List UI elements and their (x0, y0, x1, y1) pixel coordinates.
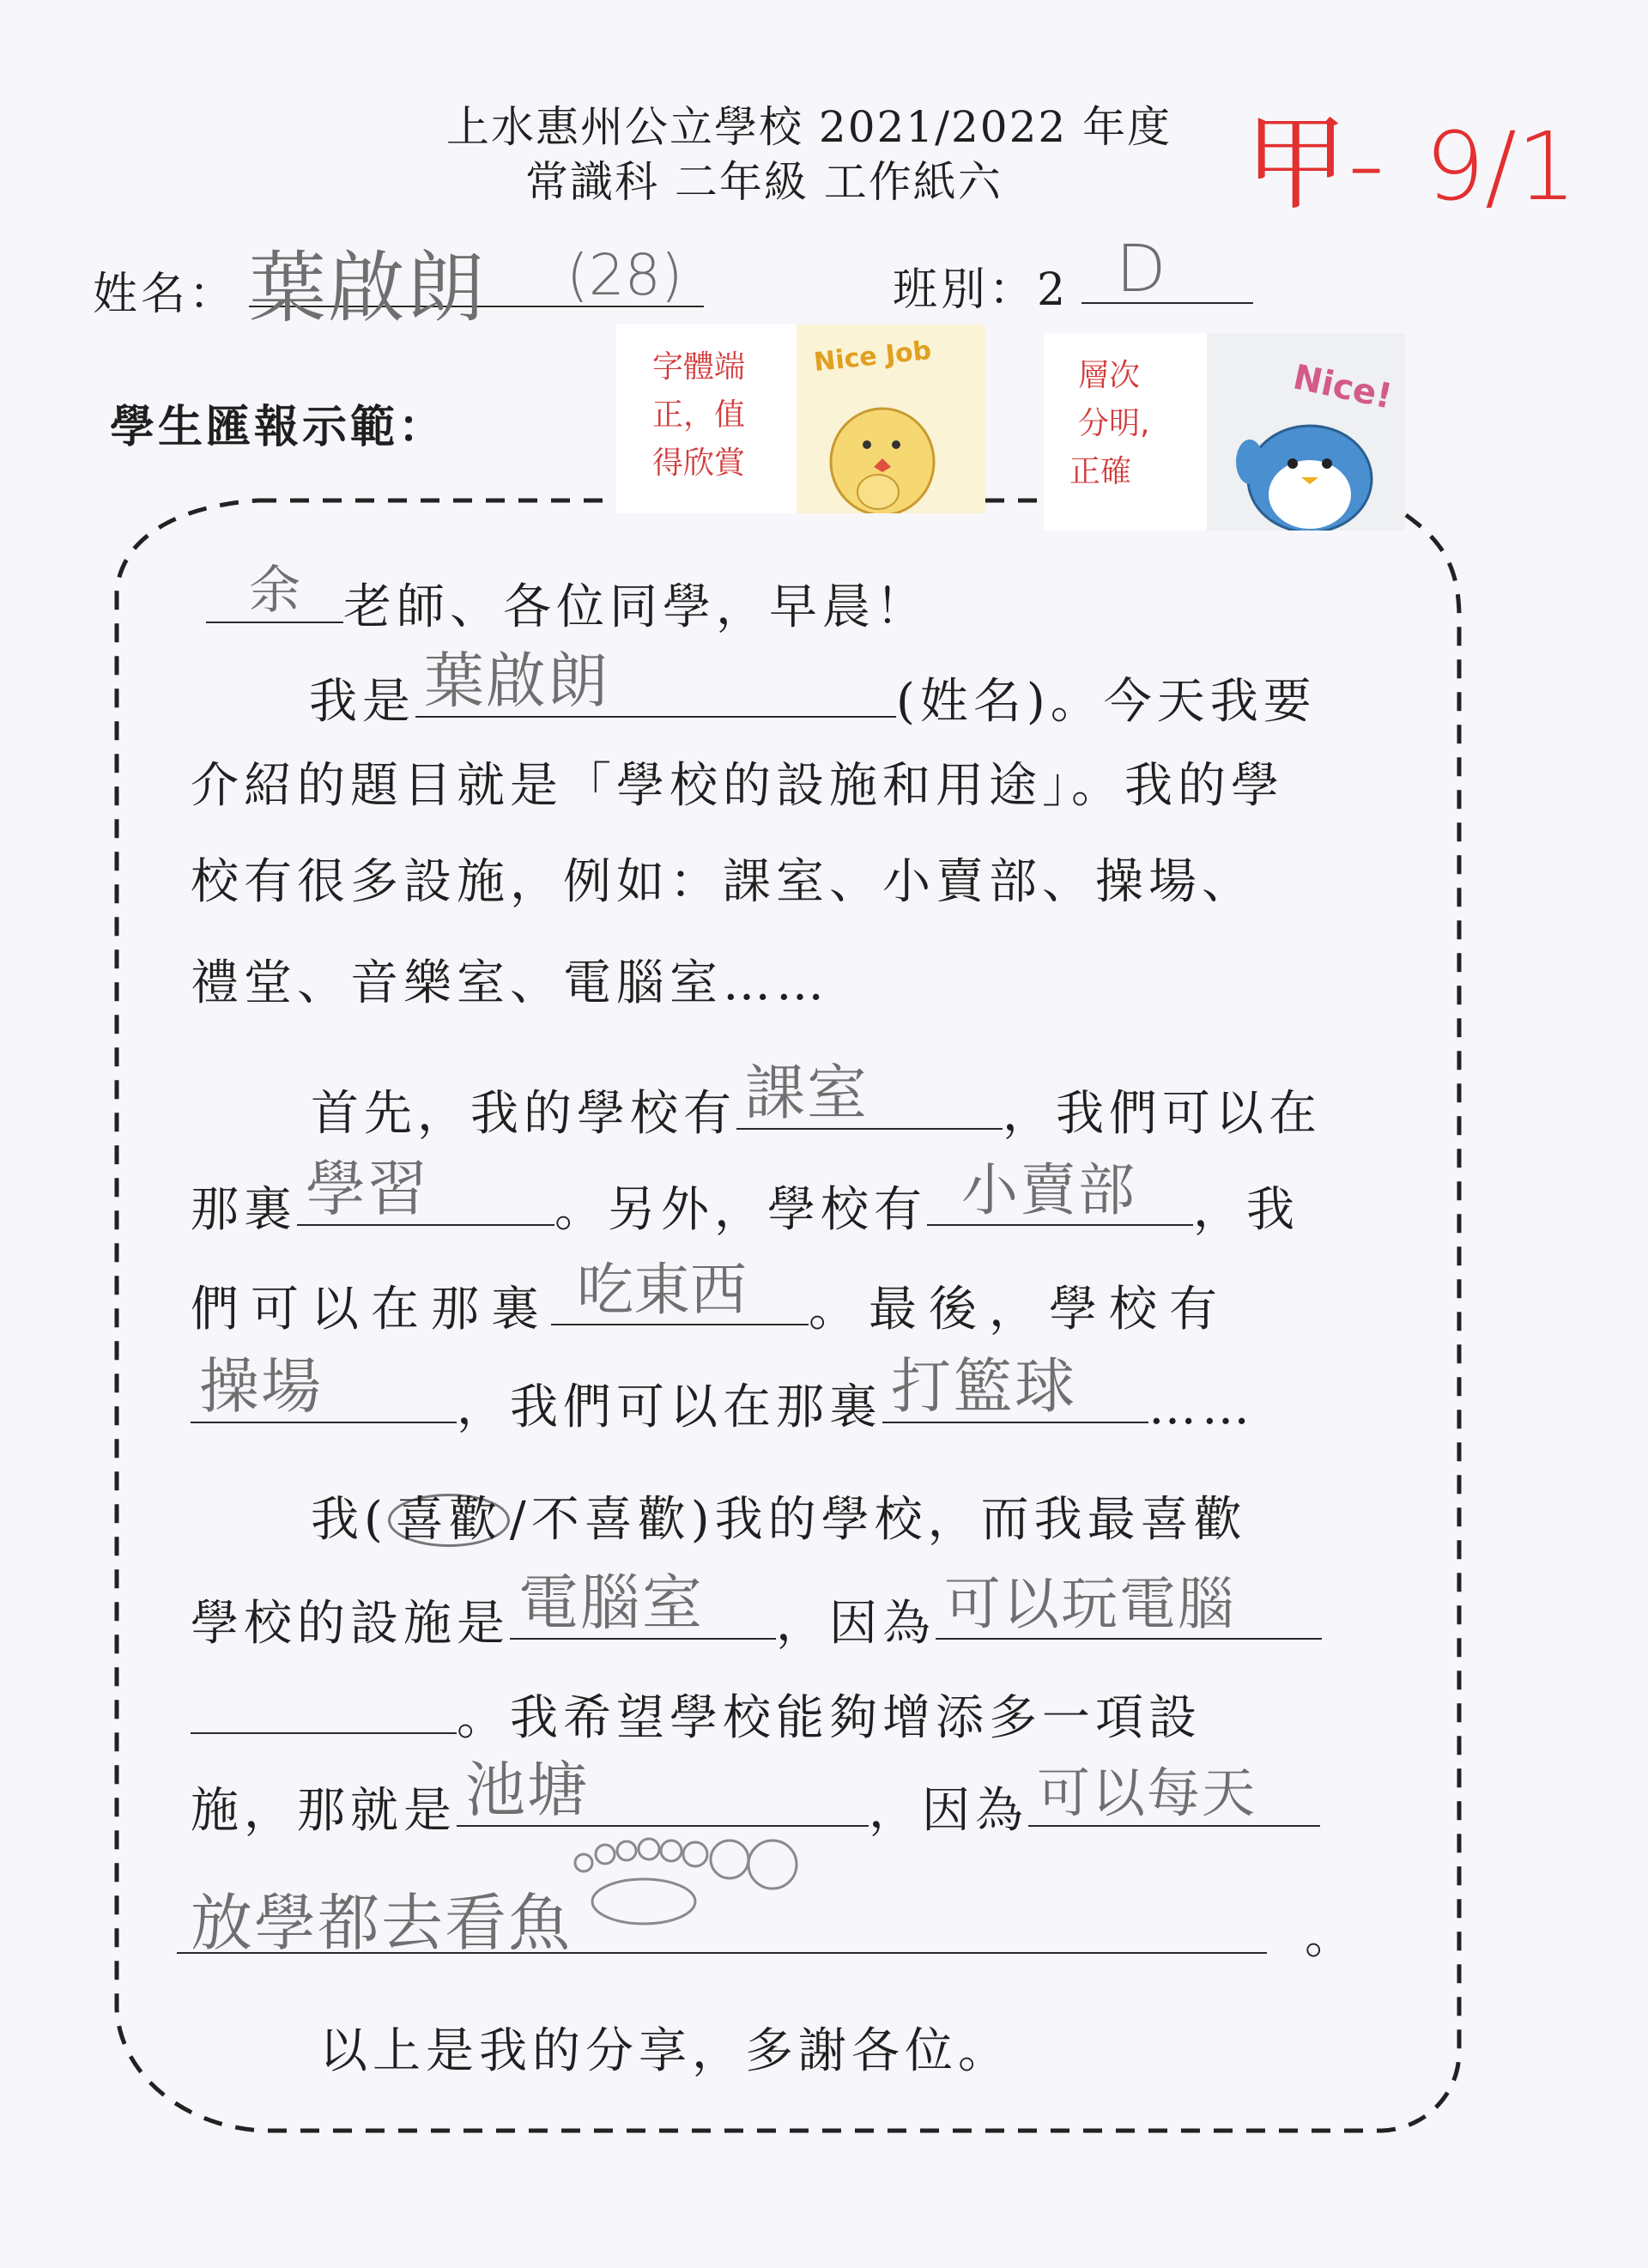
worksheet-subtitle: 常識科 二年級 工作紙六 (525, 157, 1003, 207)
sentence-end: 。 (1305, 1909, 1353, 1965)
paragraph3-line1: 我( 喜歡 /不喜歡)我的學校，而我最喜歡 (311, 1492, 1247, 1548)
section-title: 學生匯報示範： (110, 401, 447, 453)
greeting-line: 余 老師、各位同學，早晨！ (206, 573, 929, 632)
teacher-score: 9/1 (1425, 112, 1578, 221)
bubbles-sketch-icon (566, 1828, 815, 1931)
nice-badge: Nice! (1289, 357, 1396, 417)
facilities-line-2: 禮堂、音樂室、電腦室…… (191, 955, 829, 1011)
facilities-line: 校有很多設施，例如：課室、小賣部、操場、 (191, 854, 1255, 910)
student-number: (28) (566, 242, 683, 308)
paragraph2-line2: 那裏 學習 。另外，學校有 小賣部 ，我 (191, 1154, 1300, 1238)
class-value: D (1116, 230, 1166, 306)
paragraph2-line3: 們可以在那裏 吃東西 。最後，學校有 (191, 1257, 1229, 1337)
praise-sticker-1: 字體端 正，值 得欣賞 Nice Job (616, 324, 985, 513)
teacher-name-blank: 余 (206, 573, 343, 623)
closing-line: 以上是我的分享，多謝各位。 (319, 2023, 1011, 2079)
school-year-heading: 上水惠州公立學校 2021/2022 年度 (446, 102, 1172, 152)
teacher-grade: 甲- (1245, 105, 1385, 224)
topic-line: 介紹的題目就是「學校的設施和用途」。我的學 (191, 758, 1284, 814)
class-label: 班別：2 (893, 264, 1069, 316)
praise-sticker-2: 層次 分明, 正確 Nice! (1044, 333, 1406, 531)
reason-handwriting: 放學都去看魚 (191, 1887, 573, 1959)
name-label: 姓名： (93, 269, 238, 320)
paragraph3-line4: 施，那就是 池塘 ，因為 可以每天 (191, 1777, 1320, 1835)
paragraph2-line4: 操場 ，我們可以在那裏 打籃球 …… (191, 1374, 1255, 1432)
paragraph3-line3: 。我希望學校能夠增添多一項設 (191, 1684, 1202, 1743)
nice-job-badge: Nice Job (812, 335, 933, 379)
paragraph3-line2: 學校的設施是 電腦室 ，因為 可以玩電腦 (191, 1590, 1322, 1648)
self-name-blank: 葉啟朗 (415, 668, 896, 718)
student-name: 葉啟朗 (249, 243, 486, 333)
intro-line: 我是 葉啟朗 (姓名)。今天我要 (309, 646, 1317, 730)
paragraph2-line1: 首先，我的學校有 課室 ，我們可以在 (311, 1058, 1322, 1142)
choice-circle: 喜歡 (388, 1494, 510, 1547)
